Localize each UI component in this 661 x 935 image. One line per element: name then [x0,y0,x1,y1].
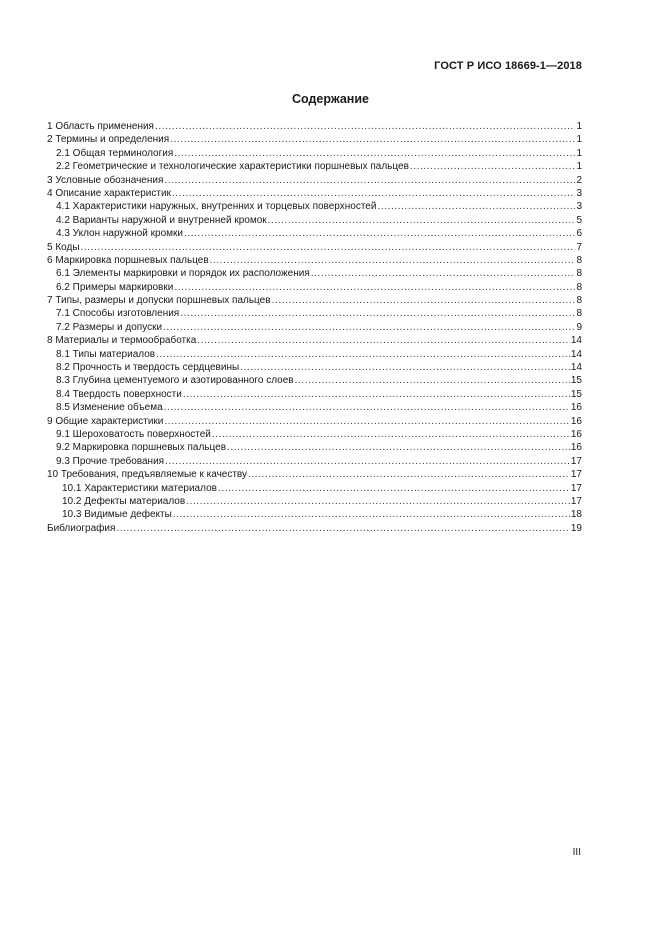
toc-dot-leader [165,455,570,468]
toc-dot-leader [210,254,576,267]
toc-entry-label: 7.2 Размеры и допуски [56,321,163,333]
toc-entry-page: 8 [576,254,582,266]
toc-entry[interactable] [47,441,582,454]
toc-entry-page: 1 [576,147,582,159]
toc-entry[interactable] [47,281,582,294]
toc-entry-label: 6.1 Элементы маркировки и порядок их расположения [56,268,310,280]
toc-dot-leader [163,321,575,334]
toc-entry-page: 8 [576,295,582,307]
toc-entry-page: 17 [570,469,582,481]
toc-entry-page: 1 [576,121,582,132]
toc-entry-page: 6 [576,228,582,240]
toc-entry-label: 4 Описание характеристик [47,187,171,199]
toc-entry[interactable] [47,401,582,414]
toc-dot-leader [227,441,570,454]
toc-entry-page: 17 [570,495,582,507]
toc-entry-label: 2.1 Общая терминология [56,147,174,159]
toc-entry-label: 4.1 Характеристики наружных, внутренних и торцевых поверхностей [56,201,377,213]
toc-entry-label: 4.3 Уклон наружной кромки [56,228,183,240]
toc-dot-leader [174,281,575,294]
toc-entry-label: 8.3 Глубина цементуемого и азотированного слоев [56,375,294,387]
toc-entry-label: 7.1 Способы изготовления [56,308,180,320]
toc-entry-page: 5 [576,214,582,226]
toc-dot-leader [272,294,576,307]
toc-entry-label: 8.2 Прочность и твердость сердцевины [56,362,240,374]
toc-dot-leader [248,468,570,481]
toc-entry-label: Библиография [47,522,116,534]
toc-entry-page: 15 [570,375,582,387]
toc-entry[interactable] [47,227,582,240]
toc-entry-label: 5 Коды [47,241,80,253]
toc-dot-leader [183,388,570,401]
toc-entry-label: 4.2 Варианты наружной и внутренней кромок [56,214,267,226]
toc-entry-label: 2 Термины и определения [47,134,170,146]
toc-entry-label: 7 Типы, размеры и допуски поршневых пальцев [47,295,271,307]
toc-entry-label: 10.3 Видимые дефекты [62,509,172,521]
toc-entry-page: 3 [576,187,582,199]
toc-entry[interactable] [47,267,582,280]
toc-entry-page: 8 [576,281,582,293]
toc-entry[interactable] [47,468,582,481]
toc-entry[interactable] [47,200,582,213]
toc-entry[interactable] [47,508,582,521]
toc-entry-label: 9 Общие характеристики [47,415,164,427]
toc-entry-page: 7 [576,241,582,253]
toc-entry-label: 9.2 Маркировка поршневых пальцев [56,442,227,454]
toc-title: Содержание [291,92,369,106]
toc-entry-label: 1 Область применения [47,121,154,132]
toc-entry[interactable] [47,307,582,320]
toc-entry-page: 15 [570,388,582,400]
toc-dot-leader [173,508,570,521]
toc-entry-label: 8.4 Твердость поверхности [56,388,182,400]
toc-dot-leader [156,348,570,361]
toc-dot-leader [81,241,576,254]
toc-entry-page: 14 [570,362,582,374]
toc-entry-page: 3 [576,201,582,213]
toc-entry[interactable] [47,147,582,160]
toc-entry-page: 2 [576,174,582,186]
toc-entry-page: 17 [570,482,582,494]
toc-dot-leader [218,482,570,495]
toc-entry-label: 10.2 Дефекты материалов [62,495,186,507]
toc-dot-leader [164,415,570,428]
toc-entry-page: 1 [576,134,582,146]
toc-entry[interactable] [47,415,582,428]
document-code: ГОСТ Р ИСО 18669-1—2018 [434,60,582,72]
toc-entry[interactable] [47,361,582,374]
toc-entry[interactable] [47,241,582,254]
toc-dot-leader [172,187,576,200]
toc-entry-page: 14 [570,348,582,360]
toc-entry-label: 6 Маркировка поршневых пальцев [47,254,209,266]
toc-entry-label: 6.2 Примеры маркировки [56,281,174,293]
toc-entry[interactable] [47,321,582,334]
toc-entry[interactable] [47,254,582,267]
toc-entry[interactable] [47,120,582,133]
toc-dot-leader [240,361,570,374]
toc-entry-page: 8 [576,308,582,320]
toc-dot-leader [155,120,575,133]
toc-dot-leader [174,147,575,160]
toc-entry[interactable] [47,160,582,173]
toc-entry[interactable] [47,522,582,535]
toc-entry-label: 3 Условные обозначения [47,174,164,186]
toc-entry[interactable] [47,348,582,361]
toc-dot-leader [295,374,570,387]
toc-entry-label: 8.5 Изменение объема [56,402,163,414]
toc-dot-leader [180,307,575,320]
toc-entry[interactable] [47,294,582,307]
toc-entry-page: 17 [570,455,582,467]
toc-entry-label: 10.1 Характеристики материалов [62,482,217,494]
toc-entry-label: 8.1 Типы материалов [56,348,156,360]
toc-entry-page: 16 [570,415,582,427]
toc-entry-page: 1 [576,161,582,173]
page-number: III [572,847,581,858]
toc-entry-page: 8 [576,268,582,280]
toc-dot-leader [212,428,570,441]
toc-entry[interactable] [47,495,582,508]
toc-entry-page: 9 [576,321,582,333]
toc-entry[interactable] [47,374,582,387]
toc-entry[interactable] [47,214,582,227]
toc-entry[interactable] [47,482,582,495]
toc-entry[interactable] [47,334,582,347]
toc-entry-label: 9.3 Прочие требования [56,455,165,467]
table-of-contents [47,120,582,535]
toc-entry[interactable] [47,388,582,401]
toc-entry-page: 14 [570,335,582,347]
toc-entry-label: 9.1 Шероховатость поверхностей [56,428,211,440]
toc-entry-page: 18 [570,509,582,521]
toc-dot-leader [311,267,576,280]
toc-dot-leader [184,227,575,240]
toc-entry[interactable] [47,187,582,200]
toc-entry[interactable] [47,174,582,187]
toc-entry-page: 16 [570,428,582,440]
toc-dot-leader [268,214,576,227]
toc-dot-leader [197,334,570,347]
toc-dot-leader [186,495,570,508]
toc-entry-page: 16 [570,442,582,454]
toc-dot-leader [170,133,575,146]
toc-entry-page: 19 [570,522,582,534]
toc-entry-label: 10 Требования, предъявляемые к качеству [47,469,248,481]
toc-dot-leader [410,160,576,173]
toc-dot-leader [164,401,570,414]
toc-entry[interactable] [47,428,582,441]
toc-dot-leader [377,200,575,213]
toc-entry-label: 8 Материалы и термообработка [47,335,197,347]
toc-dot-leader [164,174,575,187]
toc-dot-leader [116,522,569,535]
toc-entry[interactable] [47,133,582,146]
toc-entry[interactable] [47,455,582,468]
toc-entry-page: 16 [570,402,582,414]
toc-entry-label: 2.2 Геометрические и технологические характеристики поршневых пальцев [56,161,409,173]
